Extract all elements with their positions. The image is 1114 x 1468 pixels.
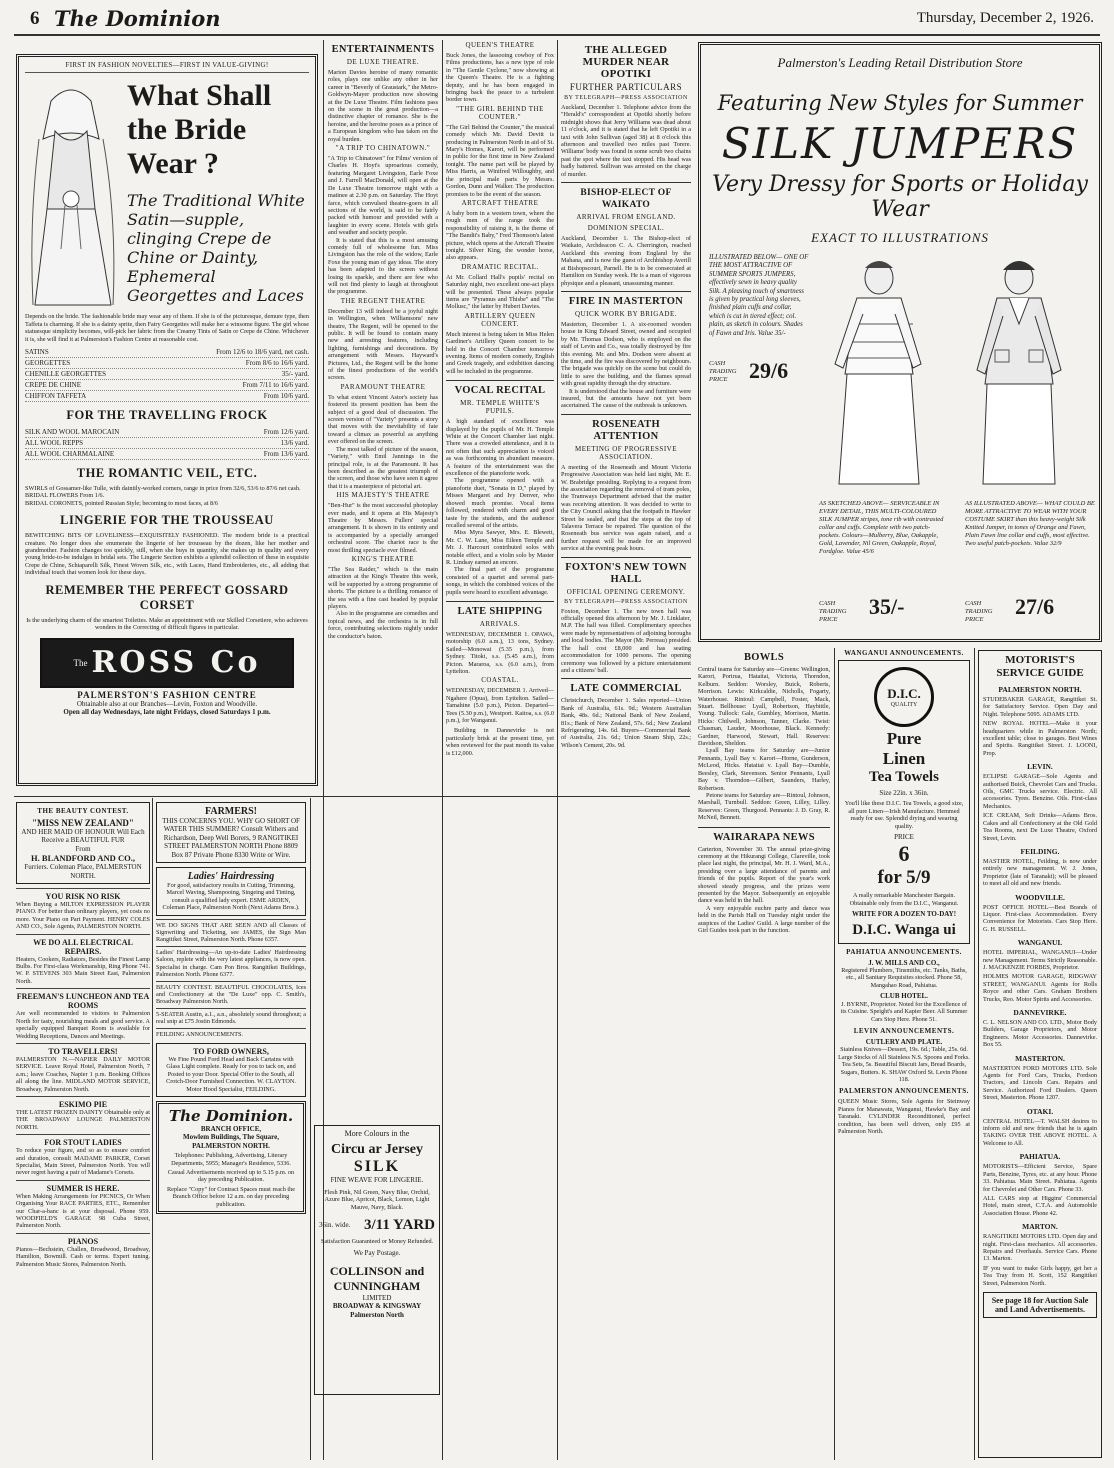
palmerston-heading: PALMERSTON ANNOUNCEMENTS. <box>839 1087 969 1096</box>
fabric-price-item: GEORGETTES <box>25 359 71 368</box>
frock-price-price: From 13/6 yard. <box>263 450 309 459</box>
dic-description: You'll like these D.I.C. Tea Towels, a good size, all pure Linen—Irish Manufacture. Hemmed ready for use. Splendid drying and wearing quality. <box>844 800 964 830</box>
dic-price-label: PRICE <box>894 833 914 842</box>
pdc-left-text: ILLUSTRATED BELOW— ONE OF THE MOST ATTRACTIVE OF SUMMER SPORTS JUMPERS, effectively sewn in heavy quality Silk. A pleasing touch of smartness is given by practical long sleeves, finished plain cuffs and collar, which is cut in tiered effect; col. plain, as sketch in colours. Shades of Fawn and Iris. Value 35/- <box>709 254 809 337</box>
frock-price-row <box>25 427 309 438</box>
motorist-entry: C. L. NELSON AND CO. LTD., Motor Body Builders, Garage Proprietors, and Motor Engineers. Motor Accessories. Dannevirke. Box 55. <box>983 1019 1097 1049</box>
motorists-sections <box>983 685 1097 1287</box>
frock-price-row <box>25 438 309 449</box>
rosco-hours: Open all day Wednesdays, late night Fridays, closed Saturdays 1 p.m. <box>63 707 271 716</box>
masthead <box>14 6 1100 32</box>
classified-advert: Ladies' Hairdressing—An up-to-date Ladies' Hairdressing Saloon, replete with the very latest appliances, is now open. Specialist in charge. Cam Pon Bros. Rangitikei Buildings, Palmerston North. Phone 6377. <box>156 946 306 981</box>
dic-logo <box>874 667 934 727</box>
pdc-subtitle: Very Dressy for Sports or Holiday Wear <box>712 172 1088 222</box>
dic-product-3: Tea Towels <box>869 769 939 785</box>
silk-price: 3/11 YARD <box>364 1217 435 1234</box>
silk-shades: Flesh Pink, Nil Green, Navy Blue, Orchid, Azure Blue, Apricot, Black, Lemon, Light Mauve, Navy, Black. <box>324 1188 430 1211</box>
dominion-branch-phones: Telephones: Publishing, Advertising, Literary Departments, 5955; Manager's Residence, 5336. <box>171 1152 291 1167</box>
small-advert-text: Heaters, Cookers, Radiators, Besides the Finest Lamp Bulbs. For First-class Workmanship, Ring Phone 741. W. P. STEVENS 303 Main Street East, Palmerston North. <box>16 955 150 985</box>
artcraft-text: A baby born in a western town, where the rough men of the range took the responsibility of raising it, is the theme of "The Bandit's Baby," Fred Thomson's latest picture, which opens at the Artcraft Theatre tonight. Silver King, the wonder horse, also appears. <box>446 209 554 262</box>
cutlery-heading: CUTLERY AND PLATE. <box>865 1037 943 1046</box>
frock-price-item: SILK AND WOOL MAROCAIN <box>25 428 120 437</box>
dramatic-recital-text: At Mr. Collard Hall's pupils' recital on Saturday night, two excellent one-act plays will be presented. These always popular items are "Pyramus and Thisbe" and "The Mollusc," the latter by Hubert Davies. <box>446 273 554 311</box>
ladies-hairdressing-heading: Ladies' Hairdressing <box>187 871 275 883</box>
miss-nz: "MISS NEW ZEALAND" <box>32 818 134 828</box>
left-small-ads <box>16 888 150 1271</box>
small-advert <box>16 934 150 989</box>
pdc-price-2-label: CASH TRADING PRICE <box>819 600 847 623</box>
fabric-price-item: CHIFFON TAFFETA <box>25 392 87 401</box>
bowls-text-3: Petone teams for Saturday are—Rintoul, Johnson, Marshall, Turnbull. Seddon: Green, Lilley, Lilley. Reserves: Green, Thurgood. Pennants: J. D. Gray, R. McNeil, Bennett. <box>698 791 830 822</box>
motorist-town-heading: PALMERSTON NORTH. <box>998 685 1082 694</box>
motorist-town-heading: PAHIATUA. <box>1019 1152 1061 1162</box>
lingerie-heading: LINGERIE FOR THE TROUSSEAU <box>60 513 274 528</box>
chinatown-text: "A Trip to Chinatown" for Films' version of Charles H. Hoyt's uproarious comedy, featuring Margaret Livingston, Earle Foxe and J. Farrell MacDonald, will open at the De Luxe Theatre tomorrow night with a matinee at 2.30 p.m. on Saturday. The Hoyt farce, which convulsed theatre-goers in all sections of the world, is said to be fairly packed with humour and provided with a laughter in every scene. Hotels with girls and weather and society people. <box>328 155 438 237</box>
classified-advert: 5-SEATER Austin, a.1., a.n., absolutely sound throughout; a real snip at £75 Jostin Edmonds. <box>156 1008 306 1028</box>
circular-jersey-silk-advert <box>314 1125 440 1395</box>
dominion-branch-box <box>156 1101 306 1214</box>
silk-colours: More Colours in the <box>344 1129 410 1138</box>
small-ads <box>156 919 306 1040</box>
foxton-sub: OFFICIAL OPENING CEREMONY. <box>566 587 686 596</box>
motorist-entry: POST OFFICE HOTEL—Best Brands of Liquor. First-class Accommodation. Every Convenience for Motorists. Cars Stop Here. G. H. RUSSELL. <box>983 903 1097 933</box>
classified-advert: FEILDING ANNOUNCEMENTS. <box>156 1028 306 1040</box>
commercial-text: Christchurch, December 1. Sales reported—Union Bank of Australia, 61s. 9d.; Western Australian Bank, 48s. 6d.; National Bank of New Zealand, 81s.; Bank of New Zealand, 57s. 6d.; New Zealand Refrigerating, 14s. 6d. Buyers—Commercial Bank of Australia, 21s. 6d.; Union Steam Ship, 22s.; Wilson's Cement, 20s. 9d. <box>561 697 691 749</box>
motorist-entry: NEW ROYAL HOTEL—Make it your headquarters while in Palmerston North; excellent table; close to garages. Best Wines and Spirits. Rangitikei Street. J. LOONI, Prop. <box>983 720 1097 757</box>
frock-price-row <box>25 449 309 460</box>
small-advert-text: Pianos—Bechstein, Challen, Broadwood, Broadway, Hamilton, Bowmill. Cash or terms. Expert tuning. Palmerston Music Stores, Palmerston North. <box>16 1245 150 1268</box>
dramatic-recital-heading: DRAMATIC RECITAL. <box>461 262 539 271</box>
motorist-town-heading: MASTERTON. <box>1015 1053 1065 1063</box>
small-advert-heading: TO TRAVELLERS! <box>48 1046 118 1056</box>
fire-sub: QUICK WORK BY BRIGADE. <box>575 309 677 318</box>
vocal-recital-heading: VOCAL RECITAL <box>454 385 546 397</box>
pdc-title: SILK JUMPERS <box>721 119 1079 168</box>
murder-heading: THE ALLEGED MURDER NEAR OPOTIKI <box>582 44 670 80</box>
bowls-text: Central teams for Saturday are—Greens: Wellington, Karori, Porirua, Hataitai, Victoria, Thorndon, Kelburn. Seddon: Worsley, Buick, Roberts, Morrison. Lewis: Kirkcaldie, Nicholls, Fogarty, Waterhouse. Rintoul: Campbell, Foster, Mack, Stuart. Bellhouse: Lyall, Robertson, Haybittle, Young. Tullock: Gale, Gumbley, Morrison, Martin. Hicks: Chilwell, Johnson, Tanner, Clarke. Twist: Chasman, Lauder, Moorhouse, Black. Kennedy: Gardner, Harwood, Stewart, Hall. Reserves: Davidson, Sheldon. <box>698 666 830 748</box>
motorists-footer: See page 18 for Auction Sale and Land Advertisements. <box>983 1292 1097 1318</box>
rosco-logo <box>40 638 294 688</box>
regent-heading: THE REGENT THEATRE <box>340 296 426 305</box>
small-advert <box>16 888 150 934</box>
wanganui-heading: WANGANUI ANNOUNCEMENTS. <box>844 649 964 657</box>
farmers-heading: FARMERS! <box>204 806 258 817</box>
rosco-headline-1: What Shall <box>127 79 272 113</box>
vocal-recital-text-2: The programme opened with a pianoforte duet, "Sonata in D," played by Misses Margaret and Ivy Denver, who showed much promise. Vocal items followed, rendered with charm and good taste by the students, and the audience recalled several of the artists. <box>446 477 554 529</box>
motorist-entry: ICE CREAM, Soft Drinks—Adams Bros. Cakes and all Confectionery at the Old Gold Tea Rooms, next De Luxe Theatre, Oxford Street, Levin. <box>983 812 1097 842</box>
district-announcements-column <box>838 648 970 1460</box>
bishop-heading: BISHOP-ELECT OF WAIKATO <box>580 188 672 211</box>
jumper-figure-centre <box>817 254 947 494</box>
corset-text: Is the underlying charm of the smartest Toilettes. Make an appointment with our Skilled Corsetiere, who achieves wonders in the Correcting of difficult figures in particular. <box>26 616 308 632</box>
small-advert-heading: ESKIMO PIE <box>58 1099 108 1109</box>
motorist-town-heading: OTAKI. <box>1026 1106 1054 1116</box>
small-advert-heading: PIANOS <box>67 1236 99 1246</box>
motorist-entry: HOTEL IMPERIAL, WANGANUI—Under new Management. Terms Strictly Reasonable. J. MACKENZIE FORBES, Proprietor. <box>983 949 1097 971</box>
vocal-recital-text-1: A high standard of excellence was displayed by the pupils of Mr. H. Temple White at the Concert Chamber last night. There was a crowded attendance, and it is not often that such appreciation is voiced as was forthcoming in abundant measure. A feature of the entertainment was the excellence of the pianoforte work. <box>446 418 554 478</box>
fabric-price-price: From 8/6 to 16/6 yard. <box>245 359 309 368</box>
dic-footer: D.I.C. Wanga ui <box>852 921 956 938</box>
ford-owners-text: We Fine Pound Ford Head and Back Cartains with Glass Light complete. Ready for you to tack on, and Posted to your Door. Special Offer to the South, all Crotch-Door Furnished Connection. W. CLAYTON. Motor Hood Specialist, FEILDING. <box>166 1055 296 1093</box>
pahiatua-firm: J. W. MILLS AND CO., <box>868 958 940 967</box>
rosco-branches: Obtainable also at our Branches—Levin, Foxton and Woodville. <box>76 699 258 708</box>
foxton-byline: BY TELEGRAPH—PRESS ASSOCIATION <box>564 598 688 605</box>
fabric-price-price: From 10/6 yard. <box>263 392 309 401</box>
late-shipping-heading: LATE SHIPPING <box>457 605 543 617</box>
bowls-heading: BOWLS <box>743 652 784 663</box>
beauty-contest-address: Furriers. Coleman Place, PALMERSTON NORTH. <box>24 863 142 880</box>
paramount-text-2: The most talked of picture of the season, "Variety," with Emil Jannings in the principal role, is at the Paramount. It has been described as the greatest triumph of the screen, and those who have seen it agree that it is a masterpiece of pictorial art. <box>328 445 438 490</box>
motorist-entry: IF you want to make Girls happy, get her a Tea Tray from H. Scott, 152 Rangitikei Street, Palmerston North. <box>983 1264 1097 1287</box>
page-number: 6 <box>30 8 40 29</box>
small-advert-text: PALMERSTON N.—NAPIER DAILY MOTOR SERVICE. Leave Royal Hotel, Palmerston North, 7 a.m.; leave Coaches, Napier 1 p.m. Booking Offices all along the line. MIDLAND MOTOR SERVICE, Broadway, Palmerston North. <box>16 1055 150 1093</box>
motorist-town-heading: WOODVILLE. <box>1015 892 1065 902</box>
paramount-heading: PARAMOUNT THEATRE <box>340 382 426 391</box>
farmers-box <box>156 802 306 863</box>
small-advert-text: THE LATEST FROZEN DAINTY Obtainable only at THE BROADWAY LOUNGE PALMERSTON NORTH. <box>16 1108 150 1131</box>
fabric-price-row <box>25 369 309 380</box>
bridal-flowers: BRIDAL FLOWERS From 1/6. <box>25 492 105 500</box>
rosco-body: Depends on the bride. The fashionable bride may wear any of them. If she is of the picturesque, demure type, then Taffeta is charming. If she is a dainty sprite, then Fairy Georgettes will make her a winsome figure. The girl whose statuesque simplicity becomes, will-pick her fabric from the Creamy Tints of Satin or Crepe de Chine. Whichever it is, she will find it at Palmerston's Fashion Centre at reasonable cost. <box>25 313 309 343</box>
lingerie-text: BEWITCHING BITS OF LOVELINESS—EXQUISITELY FASHIONED. The modern bride is a practical creature. No longer does she enumerate the lingerie of her trousseau by the dozen, like her mother and grandmother. Fashion changes too quickly, still, when she buys in quantity, she makes up in quality and every young bride-to-be indulges in bridal sets. The Lingerie Section exhibits a splendid collection of these in exquisite Crepe de Chine, Schiaparelli Silk, Finest Woven Silk, etc., with Laces, Hand Embroideries, etc., all adding that individual touch that women look for these days. <box>25 532 309 577</box>
dic-price: for 5/9 <box>877 867 931 889</box>
small-advert-heading: FREEMAN'S LUNCHEON AND TEA ROOMS <box>16 992 150 1011</box>
silk-firm-2: CUNNINGHAM <box>333 1278 421 1293</box>
small-advert-heading: YOU RISK NO RISK <box>45 892 121 902</box>
fabric-price-price: 35/- yard. <box>281 370 309 379</box>
rosco-advert <box>16 54 318 786</box>
beauty-contest-heading: THE BEAUTY CONTEST. <box>37 807 129 815</box>
jumper-figure-right <box>957 254 1087 494</box>
club-hotel-text: J. BYRNE, Proprietor. Noted for the Excellence of its Cuisine. Speight's and Kapier Beer. All Summer Cars Stop Here. Phone 51. <box>840 1000 968 1023</box>
veil-text: SWIRLS of Gossamer-like Tulle, with daintily-worked corners, range in price from 32/6, 53/6 to 87/6 net cash. <box>25 485 301 493</box>
motorist-entry: STUDEBAKER GARAGE, Rangitikei St. for Satisfactory Service. Open Day and Night. Telephone 5095. ADAMS LTD. <box>983 696 1097 718</box>
bishop-sub: ARRIVAL FROM ENGLAND. <box>576 213 676 222</box>
motorist-town-heading: WANGANUI. <box>1017 938 1063 948</box>
pdc-store-line: Palmerston's Leading Retail Distribution Store <box>777 55 1023 70</box>
dic-write: WRITE FOR A DOZEN TO-DAY! <box>851 910 957 919</box>
coastal-heading: COASTAL. <box>481 676 519 685</box>
levin-heading: LEVIN ANNOUNCEMENTS. <box>853 1026 955 1035</box>
murder-text: Auckland, December 1. Telephone advice from the "Herald's" correspondent at Opotiki shortly before midnight shows that Jerry Williams was dead about 11 o'clock, and it is stated that he left Opotiki in a taxi with John Sullivan (aged 38) at 8 o'clock this afternoon and travelled two miles past Torere. Williams' body was found in some scrub two chains past the spot where the taxi stopped. His head was badly battered. Sullivan was arrested on the charge of murder. <box>561 104 691 178</box>
small-advert-text: Are well recommended to visitors to Palmerston North for tasty, nourishing meals and good service. A specially equipped Banquet Room is available for Wedding Receptions, Dances and Meetings. <box>16 1010 150 1040</box>
entertainments-column <box>328 40 438 792</box>
silk-brand-2: SILK <box>353 1158 401 1176</box>
small-advert <box>16 1134 150 1180</box>
fire-text-2: It is understood that the house and furniture were insured, but the amounts have not yet been ascertained. The cause of the outbreak is unknown. <box>561 387 691 410</box>
regent-text: December 13 will indeed be a joyful night in Wellington, when Williamsons' new theatre, The Regent, will be opened to the public. It will be found to contain many new and arresting features, including lighting, furnishings and decorations. By arrangement with Messrs. Hayward's Pictures, Ltd., the Regent will be the home of the finest productions of the world's screen. <box>328 307 438 382</box>
beauty-contest-from: From <box>75 844 91 853</box>
bowls-text-2: Lyall Bay teams for Saturday are—Junior Pennants, Lyall Bay v. Karori—Horne, Gunderson, McLeod, Hicks. Hataitai v. Lyall Bay—Dumble, Beesley, Clark, Stevenson. Senior Pennants, Lyall Bay v. Thorndon—Gilbert, Saunders, Harley, Robertson. <box>698 747 830 792</box>
fabric-price-price: From 12/6 to 18/6 yard, net cash. <box>216 348 309 357</box>
travelling-frock-list <box>25 427 309 460</box>
motorists-guide <box>978 650 1102 1458</box>
travelling-frock-heading: FOR THE TRAVELLING FROCK <box>66 408 268 423</box>
dominion-branch-title: The Dominion. <box>168 1106 294 1125</box>
rosco-headline-2: the Bride <box>127 113 247 147</box>
frock-price-item: ALL WOOL CHARMALAINE <box>25 450 115 459</box>
bridal-coronets: BRIDAL CORONETS, pointed Russian Style; becoming to most faces, at 8/6 <box>25 499 218 507</box>
motorist-entry: MASTIER HOTEL, Feilding, is now under entirely new management. W. J. Jones, Proprietor (late of Taranaki); will be pleased to meet all old and new friends. <box>983 857 1097 888</box>
kings-text-2: Also in the programme are comedies and topical news, and the orchestra is in full force, contributing selections nightly under the conductor's baton. <box>328 610 438 640</box>
kings-text: "The Sea Raider," which is the main attraction at the King's Theatre this week, will be supported by a strong programme of shorts. The picture is a thrilling romance of the sea with a fine cast headed by popular players. <box>328 565 438 610</box>
chinatown-text-2: It is stated that this is a most amusing comedy full of wholesome fun. Miss Livingston has the role of the widow, Earle Foxe the young man of gay ideas. The story has been adapted to the screen without losing its sparkle, and there are few who will not find plenty to laugh at throughout the programme. <box>328 236 438 296</box>
small-advert <box>16 1180 150 1233</box>
roseneath-text: A meeting of the Roseneath and Mount Victoria Progressive Association was held last night, Mr. E. W. Brabridge presiding. Replying to a request from the association regarding the removal of tram poles, the Tramways Department advised that the matter was receiving attention. It was decided to write to the City Council asking that the footpath in Hawker Street be sealed, and that the steps at the top of Talavera Terrace be repaired. The question of the Roseneath bus service was again raised, and a further request will be made for an improved service at the evening peak hours. <box>561 463 691 553</box>
paper-title: The Dominion <box>54 6 221 31</box>
classified-advert: BEAUTY CONTEST. BEAUTIFUL CHOCOLATES, Ices and Confectionery at the "De Luxe" opp. C. Smith's, Broadway Palmerston North. <box>156 981 306 1008</box>
news-column <box>561 40 691 1460</box>
palmerston-text: QUEEN Music Stores, Sole Agents for Steinway Pianos for Manawatu, Wanganui, Hawke's Bay and Taranaki. CYLINDER Reconditioned, perfect condition, has been well driven, only £95 at Palmerston North. <box>838 1098 970 1135</box>
commercial-heading: LATE COMMERCIAL <box>570 683 682 695</box>
pdc-price-3-label: CASH TRADING PRICE <box>965 600 993 623</box>
kings-heading: KING'S THEATRE <box>351 554 415 563</box>
small-advert-text: When Making Arrangements for PICNICS, Or When Organising Your RACE PARTIES, ETC., Remember our Char-a-banc is at your disposal. Phone 959. WOODFIELD'S GARAGE 98 Cuba Street, Palmerston North. <box>16 1192 150 1230</box>
rosco-logo-text: ROSS Co <box>91 645 261 680</box>
de-luxe-text: Marion Davies heroine of many romantic roles, plays one unlike any other in her career in "Beverly of Graustark," the Metro-Goldwyn-Mayer production now showing at the De Luxe Theatre. Film fashions pass on the scene in the great production—a distinctive chapter of romance. She is the heroine, and the heroine poses as a prince of a European kingdom who has taken on the royal burden. <box>328 69 438 143</box>
fabric-price-item: CREPE DE CHINE <box>25 381 81 390</box>
fabric-price-row <box>25 391 309 402</box>
cutlery-text: Stainless Knives—Dessert, 19s. 6d.; Table, 25s. 6d. Large Stocks of All Stainless N.S. Spoons and Forks. Tea Sets, 5s. Beautiful Biscuit Jars, Bread Boards, Sugars, Butters. K. SHAW Oxford St. Levin Phone 118. <box>838 1046 970 1083</box>
fire-heading: FIRE IN MASTERTON <box>568 295 684 307</box>
silk-postage: We Pay Postage. <box>353 1249 401 1258</box>
dominion-branch-heading: BRANCH OFFICE, <box>200 1124 262 1133</box>
motorist-town-heading: MARTON. <box>1022 1222 1058 1232</box>
de-luxe-heading: DE LUXE THEATRE. <box>346 58 420 66</box>
classified-advert: WE DO SIGNS THAT ARE SEEN AND all Classes of Signwriting and Ticketing, see JAMES, the Sign Man Rangitikei Street, Palmerston North. Phone 6357. <box>156 919 306 946</box>
bowls-column <box>698 648 830 1460</box>
premier-drapery-advert <box>698 42 1102 642</box>
artcraft-heading: ARTCRAFT THEATRE <box>461 198 539 207</box>
fabric-price-row <box>25 347 309 358</box>
pdc-mid-text: AS SKETCHED ABOVE— SERVICEABLE IN EVERY DETAIL, THIS MULTI-COLOURED SILK JUMPER stripes, tone rib with contrasted collar and cuffs. Complete with two patch-pockets. Colours—Mulberry, Blue, Oakapple, Gold, Lavender, Nil Green, Oakapple, Royal, Fordgloe. Value 45/6 <box>819 500 944 555</box>
fabric-price-row <box>25 358 309 369</box>
corset-heading-2: CORSET <box>139 597 195 612</box>
bride-illustration <box>25 79 121 309</box>
rosco-tagline: PALMERSTON'S FASHION CENTRE <box>77 689 257 700</box>
beauty-contest-text: AND HER MAID OF HONOUR Will Each Receive a BEAUTIFUL FUR <box>21 828 145 845</box>
motorist-entry: MASTERTON FORD MOTORS LTD. Sole Agents for Ford Cars, Trucks, Fordson Tractors, and Lincoln Cars. Repairs and Service. Authorized Ford Dealers. Queen Street, Masterton. Phone 1207. <box>983 1064 1097 1102</box>
motorist-entry: RANGITIKEI MOTORS LTD. Open day and night. First-class mechanics. All accessories. Repairs and Overhauls. Service Cars. Phone 13. Marton. <box>983 1233 1097 1263</box>
rosco-price-list <box>25 347 309 402</box>
fabric-price-price: From 7/11 to 16/6 yard. <box>242 381 309 390</box>
vocal-recital-text-3: Miss Myra Sawyer, Mrs. E. Blewett, Mr. C. W. Lane, Miss Eileen Temple and Mr. J. Harcourt contributed solos with notable effect, and a violin solo by Master R. Lindsay earned an encore. <box>446 529 554 566</box>
small-advert-text: To reduce your figure, and so as to ensure comfort and duration, consult MADAME PARKER, Corset Specialist, Main Street, Palmerston North. You will never regret having a pair of Madame's Corsets. <box>16 1147 150 1177</box>
pahiatua-text: Registered Plumbers, Tinsmiths, etc. Tanks, Baths, etc., all Sanitary Requisites stocked. Phone 58, Mangahao Road, Pahiatua. <box>841 967 967 989</box>
silk-limited: LIMITED <box>362 1293 392 1302</box>
motorist-entry: MOTORISTS—Efficient Service, Spare Parts, Benzine, Tyres, etc. at any hour. Phone 33. Pahiatua. Main Street. Pahiatua. Agents for Chevrolet and Other Cars. Phone 33. <box>983 1163 1097 1193</box>
artillery-heading: ARTILLERY QUEEN CONCERT. <box>464 311 536 328</box>
girl-counter-heading: "THE GIRL BEHIND THE COUNTER." <box>456 104 544 121</box>
entertainments-heading: ENTERTAINMENTS <box>331 44 435 55</box>
pdc-exact: EXACT TO ILLUSTRATIONS <box>811 230 989 245</box>
middle-ads-column <box>156 800 306 1460</box>
small-advert-text: When Buying a MILTON EXPRESSION PLAYER PIANO. For better than ordinary players, yet costs no more. Your Piano on Part Payment. HENRY COLES AND CO., Sole Agents, PALMERSTON NORTH. <box>16 901 150 931</box>
romantic-veil-heading: THE ROMANTIC VEIL, ETC. <box>76 466 258 481</box>
small-advert-heading: FOR STOUT LADIES <box>44 1138 122 1148</box>
frock-price-price: From 12/6 yard. <box>263 428 309 437</box>
bishop-text: Auckland, December 1. The Bishop-elect of Waikato, Archdeacon C. A. Cherrington, reached Auckland this evening from England by the Mahana, and is now the guest of Archbishop Averill at Bishopscourt, Parnell. He is to be consecrated at Hamilton on Sunday week. He is a man of vigorous physique and a pleasant, unassuming manner. <box>561 235 691 287</box>
small-advert <box>16 1233 150 1271</box>
silk-firm-1: COLLINSON and <box>329 1263 425 1278</box>
rosco-headline-3: Wear ? <box>127 147 219 181</box>
small-advert-heading: WE DO ALL ELECTRICAL REPAIRS. <box>33 937 133 956</box>
his-majestys-heading: HIS MAJESTY'S THEATRE <box>336 491 430 500</box>
ford-owners-box <box>156 1043 306 1097</box>
pdc-right-text: AS ILLUSTRATED ABOVE— WHAT COULD BE MORE ATTRACTIVE TO WEAR WITH YOUR COSTUME SKIRT than this heavy-weight Silk Knitted Jumper, in tones of Orange and Fawn, Plain Fawn line collar and cuffs, most effective. Two useful patch-pockets. Value 32/9 <box>965 500 1095 547</box>
silk-fine-weave: FINE WEAVE FOR LINGERIE. <box>330 1176 424 1185</box>
his-majestys-text: "Ben-Hur" is the most successful photoplay ever made, and it opens at His Majesty's Theatre by Messrs. Fullers' special arrangement. It is shown in its entirety and is accompanied by a specially arranged orchestral score. The chariot race is the most thrilling spectacle ever filmed. <box>328 502 438 554</box>
silk-brand-1: Circu ar Jersey <box>330 1142 423 1158</box>
left-ads-column <box>16 800 150 1460</box>
silk-address: BROADWAY & KINGSWAY Palmerston North <box>332 1302 422 1319</box>
motorist-entry: ALL CARS stop at Higgins' Commercial Hotel, main street, C.T.A. and Automobile Association House. Phone 42. <box>983 1194 1097 1217</box>
queens-heading: QUEEN'S THEATRE <box>465 41 535 49</box>
fabric-price-item: SATINS <box>25 348 49 357</box>
dic-logo-quality: QUALITY <box>890 702 918 708</box>
motorist-town-heading: DANNEVIRKE. <box>1013 1008 1067 1017</box>
arrivals-text: WEDNESDAY, DECEMBER 1. OPAWA, motorship (6.0 a.m.), 13 tons, Sydney. Sailed—Monowai (5.35 p.m.), from Sydney. Titoki, s.s. (5.45 a.m.), from Picton. Mararoa, s.s. (6.0 a.m.), from Lyttelton. <box>446 630 554 675</box>
coastal-text: WEDNESDAY, DECEMBER 1. Arrived—Ngahere (Opua), from Lyttelton. Sailed—Tamahine (5.0 p.m.), Picton. Departed—Tees (5.30 p.m.), Westport. Kaitoa, s.s. (6.0 p.m.), for Wanganui. <box>446 687 554 725</box>
farmers-text: THIS CONCERNS YOU. WHY GO SHORT OF WATER THIS SUMMER? Consult Withers and Richardson, Deep Well Borers, 9 RANGITIKEI STREET PALMERSTON NORTH Phone 8809 Box 87 Private Phone 8330 Write or Wire. <box>162 817 300 859</box>
club-hotel-heading: CLUB HOTEL. <box>880 992 928 1001</box>
motorist-town-heading: FEILDING. <box>1020 846 1060 856</box>
dannevirke-building-text: Building in Dannevirke is not particularly brisk at the present time, yet when reviewed for the past month its value is £12,000. <box>446 727 554 757</box>
pahiatua-heading: PAHIATUA ANNOUNCEMENTS. <box>846 947 962 956</box>
wairarapa-text: Carterton, November 30. The annual prize-giving ceremony at the Hikurangi College, Clareville, took place last night, the principal, Mr. H. J. Ward, M.A., presiding over a large attendance of parents and friends of the pupils. Report of the year's work showed steady progress, and the prizes were presented by the Mayor. Subsequently an enjoyable dance was held in the hall. <box>698 845 830 905</box>
issue-date: Thursday, December 2, 1926. <box>916 10 1094 26</box>
pdc-price-1: 29/6 <box>749 358 789 383</box>
bishop-byline: DOMINION SPECIAL. <box>587 224 665 233</box>
murder-sub: FURTHER PARTICULARS <box>569 82 683 92</box>
dominion-branch-casual: Casual Advertisements received up to 5.15 p.m. on day preceding Publication. <box>167 1169 295 1184</box>
queens-text: Buck Jones, the lassooing cowboy of Fox Films productions, has a new type of role in "The Gentle Cyclone," now showing at the Queen's Theatre. He is a fighting deputy, and he has been engaged in bringing back the peace to a turbulent border town. <box>446 52 554 104</box>
motorist-entry: HOLMES MOTOR GARAGE, RIDGWAY STREET, WANGANUI. Agents for Rolls Royce and other Cars. Graham Brothers Trucks, Reo. Motor Spirits and Accessories. <box>983 973 1097 1003</box>
theatre-column <box>446 40 554 1460</box>
dic-product-1: Pure <box>886 729 922 748</box>
small-advert <box>16 988 150 1043</box>
small-advert-heading: SUMMER IS HERE. <box>46 1183 120 1193</box>
pdc-price-2: 35/- <box>869 594 905 619</box>
dominion-branch-address: Mowlem Buildings, The Square, PALMERSTON NORTH. <box>182 1133 279 1150</box>
beauty-contest-firm: H. BLANDFORD AND CO., <box>31 853 135 864</box>
frock-price-item: ALL WOOL REPPS <box>25 439 84 448</box>
motorist-town-heading: LEVIN. <box>1027 762 1053 772</box>
artillery-text: Much interest is being taken in Miss Helen Gardiner's Artillery Queen concert to be held in the Concert Chamber tomorrow evening. Items of modern comedy, English and Greek tragedy, and exhibition dancing will be included in the programme. <box>446 330 554 375</box>
ford-owners-heading: TO FORD OWNERS, <box>193 1046 269 1056</box>
rosco-logo-pre: The <box>73 657 88 668</box>
dominion-branch-replace: Replace "Copy" for Contract Spaces must reach the Branch Office before 12 a.m. on day preceding publication. <box>167 1185 295 1208</box>
rosco-intro: The Traditional White Satin—supple, clinging Crepe de Chine or Dainty, Ephemeral Georgettes and Laces <box>127 191 305 306</box>
frock-price-price: 13/6 yard. <box>280 439 309 448</box>
dic-logo-text: D.I.C. <box>887 686 921 701</box>
paramount-text: To what extent Vincent Astor's society has fostered its present position has been the subject of a good deal of discussion. The screen version of "Variety" presents a story that moves with the inevitability of fate toward a climax as powerful as anything ever offered on the screen. <box>328 393 438 446</box>
wairarapa-text-2: A very enjoyable euchre party and dance was held in the Parish Hall on Tuesday night under the auspices of the Ladies' Guild. A large number of the Girl Guides took part in the function. <box>698 904 830 934</box>
corset-heading-1: REMEMBER THE PERFECT GOSSARD <box>45 582 289 597</box>
chinatown-heading: "A TRIP TO CHINATOWN." <box>335 144 431 153</box>
dic-bargain: A really remarkable Manchester Bargain. Obtainable only from the D.I.C., Wanganui. <box>849 892 959 907</box>
dic-product-2: Linen <box>882 749 926 768</box>
murder-byline: BY TELEGRAPH—PRESS ASSOCIATION <box>564 95 688 101</box>
small-advert <box>16 1096 150 1134</box>
wairarapa-heading: WAIRARAPA NEWS <box>713 831 815 843</box>
fire-text: Masterton, December 1. A six-roomed wooden house in King Edward Street, owned and occupied by Mr. Thomas Dodson, who is employed on the staff of Levin and Co., was totally destroyed by fire this evening. Mr. and Mrs. Dodson were absent at the time, and the fire was discovered by neighbours. The brigade was quickly on the scene but could do little to save the building, and the flames spread with great rapidity through the dry structure. <box>561 320 691 388</box>
silk-width: 36in. wide. <box>319 1221 351 1230</box>
silk-guarantee: Satisfaction Guaranteed or Money Refunded. <box>320 1238 434 1246</box>
arrivals-heading: ARRIVALS. <box>479 619 521 628</box>
vocal-recital-sub: MR. TEMPLE WHITE'S PUPILS. <box>460 399 540 416</box>
pdc-price-3: 27/6 <box>1015 594 1055 619</box>
ladies-hairdressing-box <box>156 867 306 916</box>
vocal-recital-text-4: The final part of the programme consisted of a quartet and several part-songs, in which the combined voices of the pupils were heard to excellent advantage. <box>446 566 554 596</box>
fabric-price-item: CHENILLE GEORGETTES <box>25 370 107 379</box>
foxton-heading: FOXTON'S NEW TOWN HALL <box>565 561 687 585</box>
ladies-hairdressing-text: For good, satisfactory results in Cutting, Trimming, Marcel Waving, Shampooing, Singeing and Tinting, consult a qualified lady expert. ESME ARDEN, Coleman Place, Palmerston North (Next Adams Bros.). <box>162 882 300 912</box>
pdc-price-1-label: CASH TRADING PRICE <box>709 360 737 383</box>
motorist-entry: ECLIPSE GARAGE—Sole Agents and authorised Buick, Chevrolet Cars and Trucks. Oils, GMC Trucks service. Electric. All accessories. Tyres. Benzine. Oils. First-class Mechanics. <box>983 773 1097 810</box>
dic-price-qty: 6 <box>898 841 910 867</box>
small-advert <box>16 1043 150 1096</box>
beauty-contest-box <box>16 802 150 884</box>
fabric-price-row <box>25 380 309 391</box>
pdc-featuring: Featuring New Styles for Summer <box>717 91 1083 115</box>
roseneath-sub: MEETING OF PROGRESSIVE ASSOCIATION. <box>574 444 677 461</box>
roseneath-heading: ROSENEATH ATTENTION <box>592 418 660 442</box>
girl-counter-text: "The Girl Behind the Counter," the musical comedy which Mr. David Devitt is producing in Palmerston North in aid of St. Mary's Homes, Karori, will be performed in public for the first time in New Zealand tonight. The name part will be played by Miss Harris, as Winifred Willoughby, and the principal male parts by Messrs. Gordon, Dunn and Walker. The production promises to be the event of the season. <box>446 123 554 198</box>
dic-size: Size 22in. x 36in. <box>879 789 929 797</box>
motorists-heading: MOTORIST'S SERVICE GUIDE <box>996 654 1084 679</box>
foxton-text: Foxton, December 1. The new town hall was officially opened this afternoon by Mr. J. Linklater, M.P. The hall was filled. Complimentary speeches were made by representatives of adjoining boroughs and local bodies. The Mayor (Mr. Perreau) presided. The hall cost £8,000 and has seating accommodation for 1000 persons. The opening ceremony was followed by a picture entertainment and a citizens' ball. <box>561 607 691 674</box>
motorist-entry: CENTRAL HOTEL—T. WALSH desires to inform old and new friends that he is again TAKING OVER THE ABOVE HOTEL. A Welcome to All. <box>983 1117 1097 1147</box>
dic-advert <box>838 660 970 944</box>
rosco-banner: FIRST IN FASHION NOVELTIES—FIRST IN VALUE-GIVING! <box>25 61 309 73</box>
